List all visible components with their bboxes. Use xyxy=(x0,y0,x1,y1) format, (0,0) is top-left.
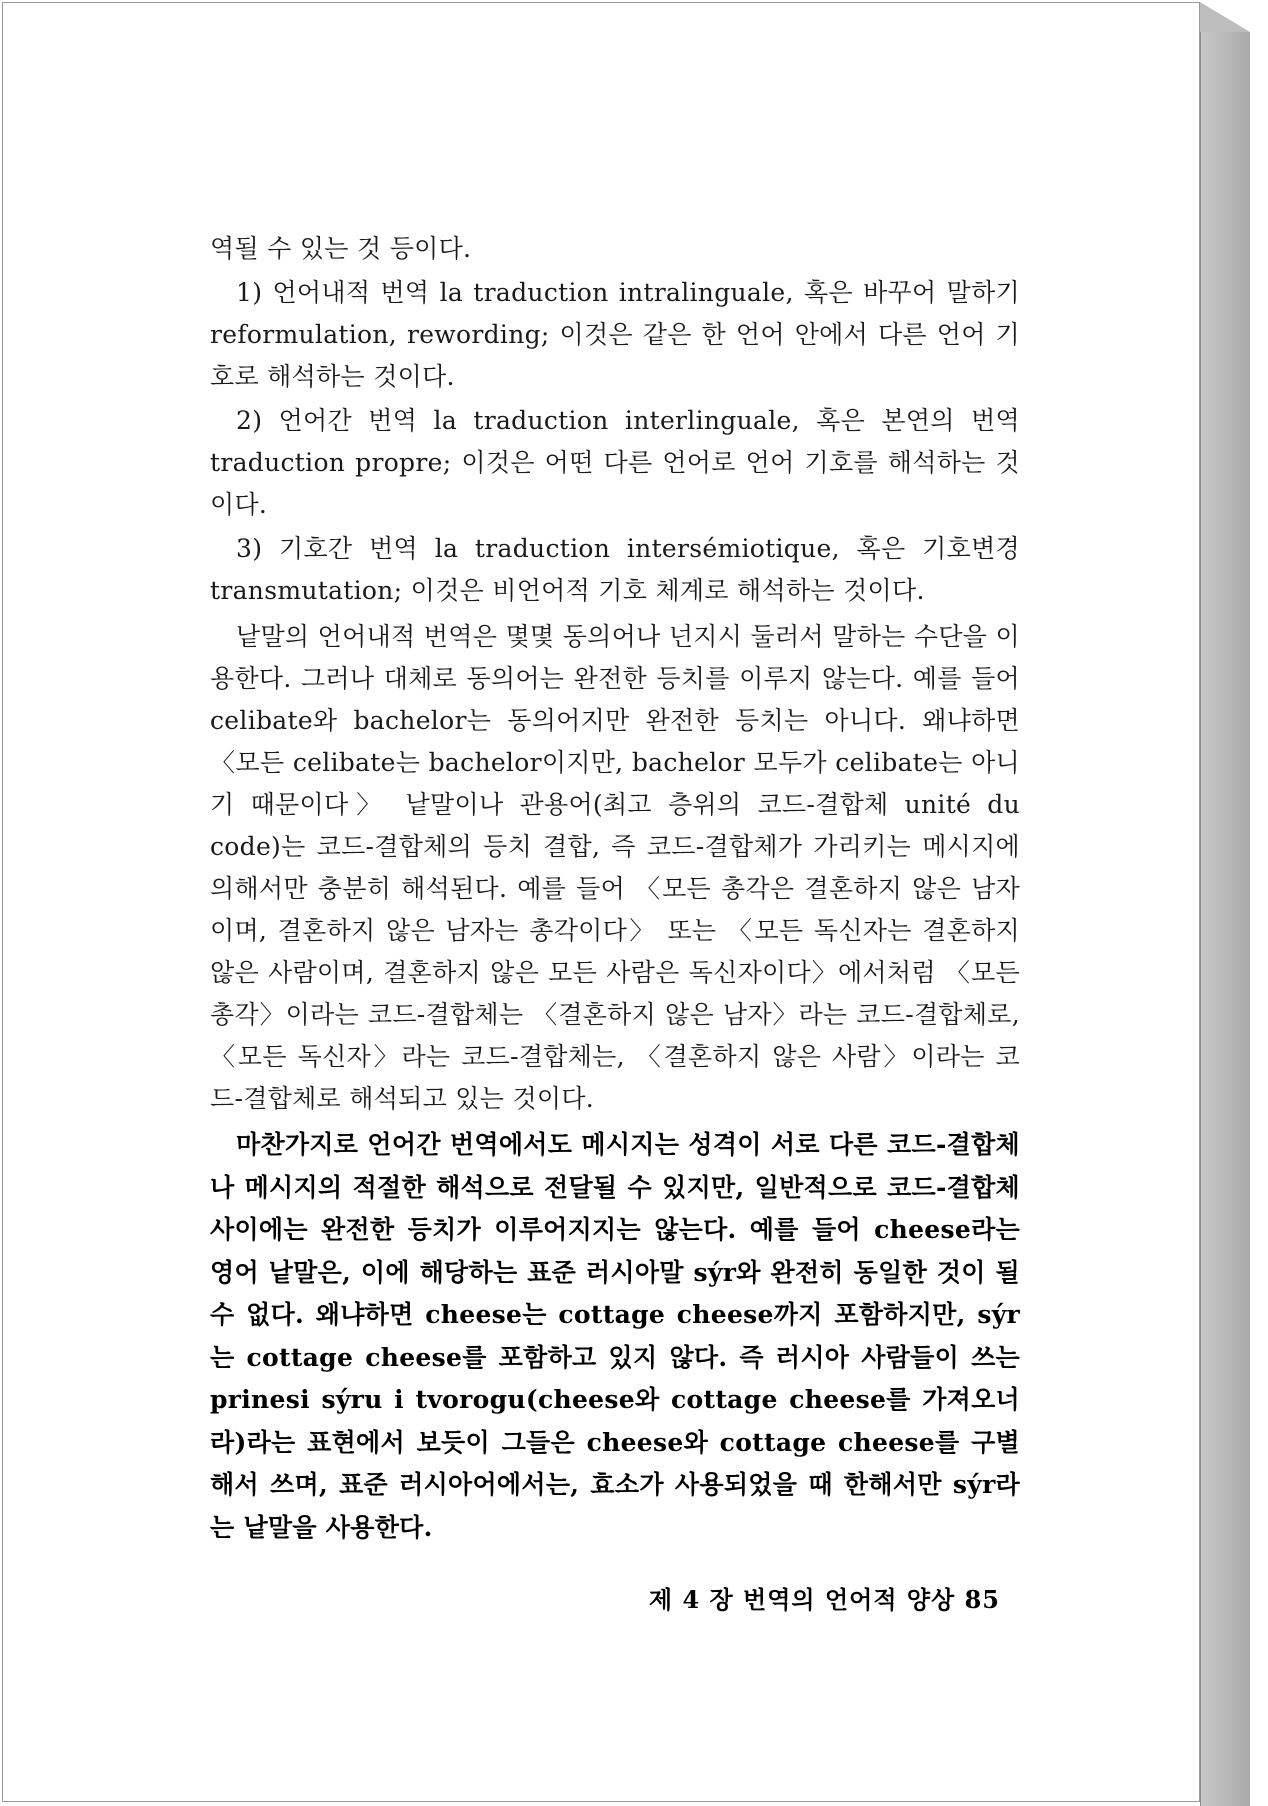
book-spine xyxy=(1200,32,1250,1806)
paragraph-intralingual-translation: 낱말의 언어내적 번역은 몇몇 동의어나 넌지시 둘러서 말하는 수단을 이용한다. 그러나 대체로 동의어는 완전한 등치를 이루지 않는다. 예를 들어 celibate와 bachelor는 동의어지만 완전한 등치는 아니다. 왜냐하면 〈모든 celibate는 bachelor이지만, bachelor 모두가 celibate는 아니기 때문이다〉 낱말이나 관용어(최고 층위의 코드-결합체 unité du code)는 코드-결합체의 등치 결합, 즉 코드-결합체가 가리키는 메시지에 의해서만 충분히 해석된다. 예를 들어 〈모든 총각은 결혼하지 않은 남자이며, 결혼하지 않은 남자는 총각이다〉 또는 〈모든 독신자는 결혼하지 않은 사람이며, 결혼하지 않은 모든 사람은 독신자이다〉에서처럼 〈모든 총각〉이라는 코드-결합체는 〈결혼하지 않은 남자〉라는 코드-결합체로, 〈모든 독신자〉라는 코드-결합체는, 〈결혼하지 않은 사람〉이라는 코드-결합체로 해석되고 있는 것이다. xyxy=(210,622,1020,1113)
paragraph-continuation: 역될 수 있는 것 등이다. xyxy=(210,234,472,263)
book-spine-edge xyxy=(1200,2,1250,32)
list-item-intersemiotic: 3) 기호간 번역 la traduction intersémiotique, 혹은 기호변경 transmutation; 이것은 비언어적 기호 체계로 해석하는 것이다. xyxy=(210,534,1020,605)
paragraph-interlingual-translation: 마찬가지로 언어간 번역에서도 메시지는 성격이 서로 다른 코드-결합체나 메시지의 적절한 해석으로 전달될 수 있지만, 일반적으로 코드-결합체 사이에는 완전한 등치가 이루어지지는 않는다. 예를 들어 cheese라는 영어 낱말은, 이에 해당하는 표준 러시아말 sýr와 완전히 동일한 것이 될 수 없다. 왜냐하면 cheese는 cottage cheese까지 포함하지만, sýr는 cottage cheese를 포함하고 있지 않다. 즉 러시아 사람들이 쓰는 prinesi sýru i tvorogu(cheese와 cottage cheese를 가져오너라)라는 표현에서 보듯이 그들은 cheese와 cottage cheese를 구별해서 쓰며, 표준 러시아어에서는, 효소가 사용되었을 때 한해서만 sýr라는 낱말을 사용한다. xyxy=(210,1130,1020,1542)
page-footer: 제 4 장 번역의 언어적 양상 85 xyxy=(648,1585,1000,1614)
list-item-intralingual: 1) 언어내적 번역 la traduction intralinguale, 혹은 바꾸어 말하기 reformulation, rewording; 이것은 같은 한 언어 안에서 다른 언어 기호로 해석하는 것이다. xyxy=(210,278,1020,391)
page-body xyxy=(210,228,1020,1549)
list-item-interlingual: 2) 언어간 번역 la traduction interlinguale, 혹은 본연의 번역 traduction propre; 이것은 어떤 다른 언어로 언어 기호를 해석하는 것이다. xyxy=(210,406,1020,519)
